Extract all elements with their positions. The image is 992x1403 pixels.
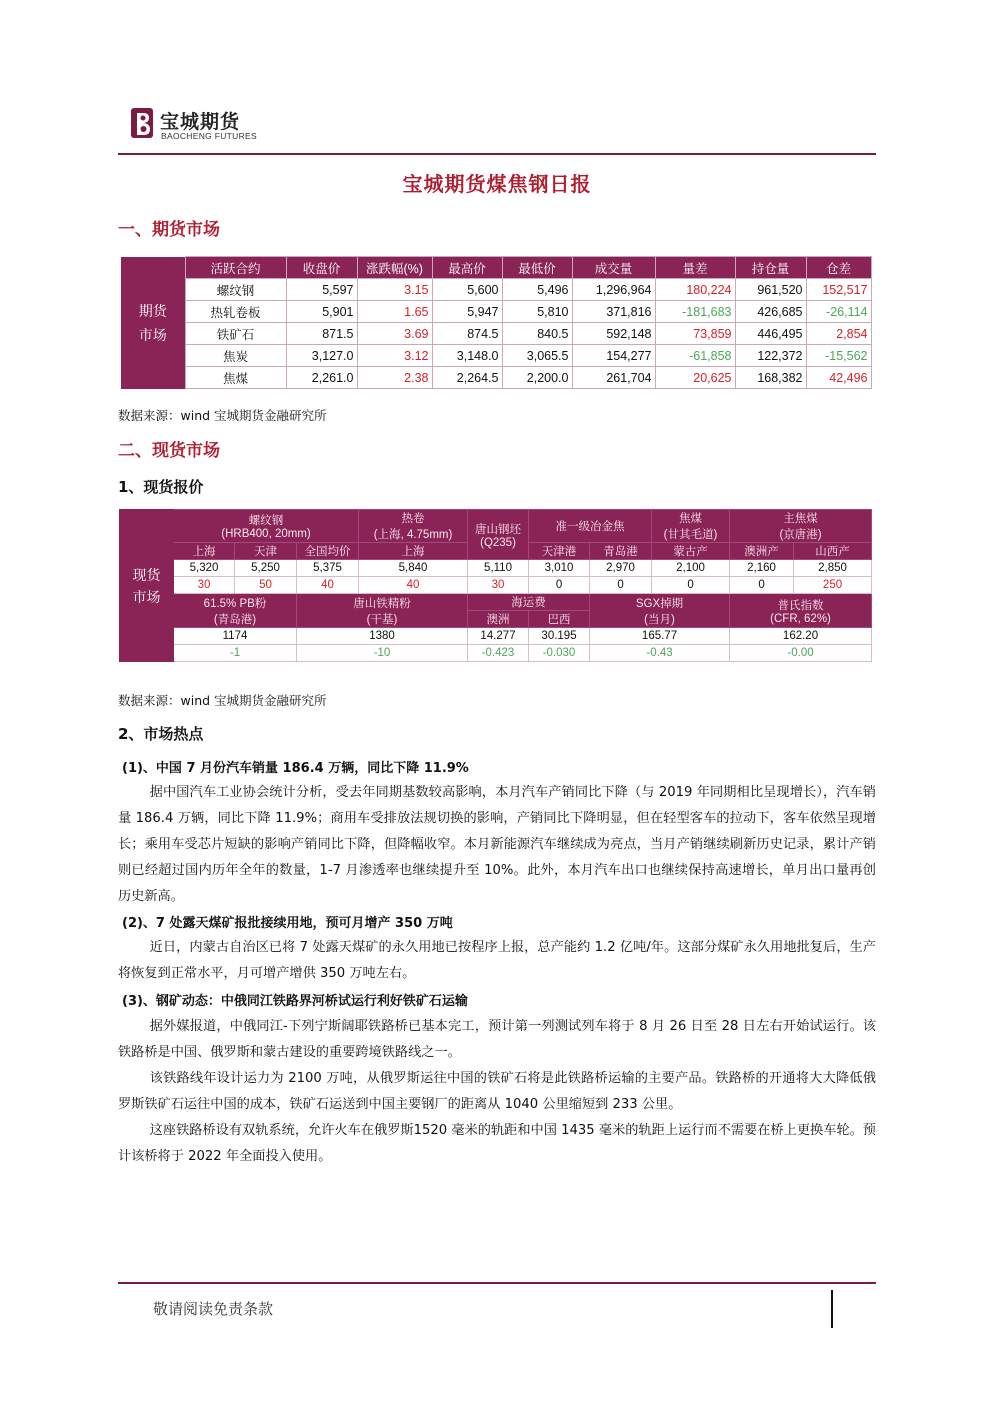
- hdr-hrc: 热卷 (上海, 4.75mm): [359, 510, 468, 543]
- section-spot-heading: 二、现货市场: [118, 441, 220, 461]
- col-open-interest: 持仓量: [735, 257, 806, 279]
- col-change: 涨跌幅(%): [357, 257, 432, 279]
- spot-table: 现货 市场 螺纹钢 (HRB400, 20mm) 热卷 (上海, 4.75mm) 唐山钢坯 (Q235) 准一级冶金焦 焦煤 (甘其毛道) 主焦煤 (京唐港) 上海 天津 全国均价 上海 天津港 青岛港 蒙古产 澳洲产 山西产 5,320 5,250 5,375 5,840 5,110 3,010 2,970 2,100 2,160 2,850 30 50 40 40 30 0 0 0 0 250 61.5% PB粉 (青岛港) 唐山铁精粉 (干基) 海运费 SGX掉期 (当月) 普氏指数 (CFR, 62%) 澳洲 巴西 1174 1380 14.277 30.195 165.77 162.20 -1 -10 -0.423 -0.030 -0.43 -0.00: [119, 509, 872, 662]
- hdr-coke: 准一级冶金焦: [529, 510, 652, 543]
- hdr-freight: 海运费: [468, 594, 590, 611]
- futures-source-note: 数据来源：wind 宝城期货金融研究所: [118, 408, 327, 423]
- document-title: 宝城期货煤焦钢日报: [402, 172, 592, 196]
- market-hotspot-subheading: 2、市场热点: [118, 725, 204, 743]
- baocheng-logo-icon: [130, 107, 156, 141]
- header-rule: [118, 153, 876, 155]
- spot-quote-subheading: 1、现货报价: [118, 478, 204, 496]
- hdr-rebar: 螺纹钢 (HRB400, 20mm): [174, 510, 359, 543]
- news-paragraph-2: 近日，内蒙古自治区已将 7 处露天煤矿的永久用地已按程序上报，总产能约 1.2 亿吨/年。这部分煤矿永久用地批复后，生产将恢复到正常水平，月可增产增供 350 万吨左右。: [118, 940, 876, 981]
- table-row: 焦煤 2,261.0 2.38 2,264.5 2,200.0 261,704 20,625 168,382 42,496: [121, 367, 871, 389]
- spot-source-note: 数据来源：wind 宝城期货金融研究所: [118, 693, 327, 708]
- hdr-tangshan-concentrate: 唐山铁精粉 (干基): [297, 594, 468, 628]
- news-title-2: (2)、7 处露天煤矿报批接续用地，预可月增产 350 万吨: [122, 916, 453, 931]
- col-volume: 成交量: [572, 257, 655, 279]
- hdr-sgx-swap: SGX掉期 (当月): [590, 594, 730, 628]
- footer-rule: [118, 1282, 876, 1284]
- futures-side-label: 期货 市场: [121, 257, 185, 389]
- hdr-coal: 焦煤 (甘其毛道): [652, 510, 730, 543]
- futures-header-row: [121, 257, 871, 279]
- news-title-3: (3)、钢矿动态：中俄同江铁路界河桥试运行利好铁矿石运输: [122, 994, 468, 1009]
- table-row: 铁矿石 871.5 3.69 874.5 840.5 592,148 73,859 446,495 2,854: [121, 323, 871, 345]
- col-oi-diff: 仓差: [806, 257, 871, 279]
- col-low: 最低价: [502, 257, 572, 279]
- footer-divider: [831, 1290, 833, 1328]
- disclaimer-link[interactable]: 敬请阅读免责条款: [153, 1300, 274, 1318]
- ore-change-row: -1 -10 -0.423 -0.030 -0.43 -0.00: [120, 645, 872, 662]
- brand-name-en: BAOCHENG FUTURES: [161, 131, 257, 141]
- table-row: 焦炭 3,127.0 3.12 3,148.0 3,065.5 154,277 -61,858 122,372 -15,562: [121, 345, 871, 367]
- table-row: 热轧卷板 5,901 1.65 5,947 5,810 371,816 -181,683 426,685 -26,114: [121, 301, 871, 323]
- hdr-main-coal: 主焦煤 (京唐港): [730, 510, 872, 543]
- spot-price-row: 5,320 5,250 5,375 5,840 5,110 3,010 2,970 2,100 2,160 2,850: [120, 560, 872, 577]
- brand-name: 宝城期货: [160, 111, 241, 133]
- spot-change-row: 30 50 40 40 30 0 0 0 0 250: [120, 577, 872, 594]
- col-close: 收盘价: [286, 257, 357, 279]
- news-paragraph-3a: 据外媒报道，中俄同江-下列宁斯阔耶铁路桥已基本完工，预计第一列测试列车将于 8 月 26 日至 28 日左右开始试运行。该铁路桥是中国、俄罗斯和蒙古建设的重要跨境铁路线之一。: [118, 1019, 876, 1060]
- ore-price-row: 1174 1380 14.277 30.195 165.77 162.20: [120, 628, 872, 645]
- col-volume-diff: 量差: [655, 257, 735, 279]
- futures-table: [121, 256, 872, 389]
- table-row: 螺纹钢 5,597 3.15 5,600 5,496 1,296,964 180,224 961,520 152,517: [121, 279, 871, 301]
- news-paragraph-3b: 该铁路线年设计运力为 2100 万吨，从俄罗斯运往中国的铁矿石将是此铁路桥运输的主要产品。铁路桥的开通将大大降低俄罗斯铁矿石运往中国的成本，铁矿石运送到中国主要钢厂的距离从 1040 公里缩短到 233 公里。: [118, 1071, 876, 1112]
- spot-side-label: 现货 市场: [120, 510, 174, 662]
- col-contract: 活跃合约: [185, 257, 286, 279]
- hdr-billet: 唐山钢坯 (Q235): [468, 510, 529, 560]
- news-paragraph-3c: 这座铁路桥设有双轨系统，允许火车在俄罗斯1520 毫米的轨距和中国 1435 毫米的轨距上运行而不需要在桥上更换车轮。预计该桥将于 2022 年全面投入使用。: [118, 1123, 876, 1164]
- section-futures-heading: 一、期货市场: [118, 220, 220, 240]
- hdr-pb-fines: 61.5% PB粉 (青岛港): [174, 594, 297, 628]
- news-title-1: (1)、中国 7 月份汽车销量 186.4 万辆，同比下降 11.9%: [122, 761, 469, 776]
- hdr-platts-index: 普氏指数 (CFR, 62%): [730, 594, 872, 628]
- brand-logo: [130, 107, 260, 143]
- news-paragraph-1: 据中国汽车工业协会统计分析，受去年同期基数较高影响，本月汽车产销同比下降（与 2019 年同期相比呈现增长），汽车销量 186.4 万辆，同比下降 11.9%；商用车受排放法规切换的影响，产销同比下降明显，但在轻型客车的拉动下，客车依然呈现增长；乘用车受芯片短缺的影响产销同比下降，但降幅收窄。本月新能源汽车继续成为亮点，当月产销继续刷新历史记录，累计产销则已经超过国内历年全年的数量，1-7 月渗透率也继续提升至 10%。此外，本月汽车出口也继续保持高速增长，单月出口量再创历史新高。: [118, 785, 876, 904]
- col-high: 最高价: [432, 257, 502, 279]
